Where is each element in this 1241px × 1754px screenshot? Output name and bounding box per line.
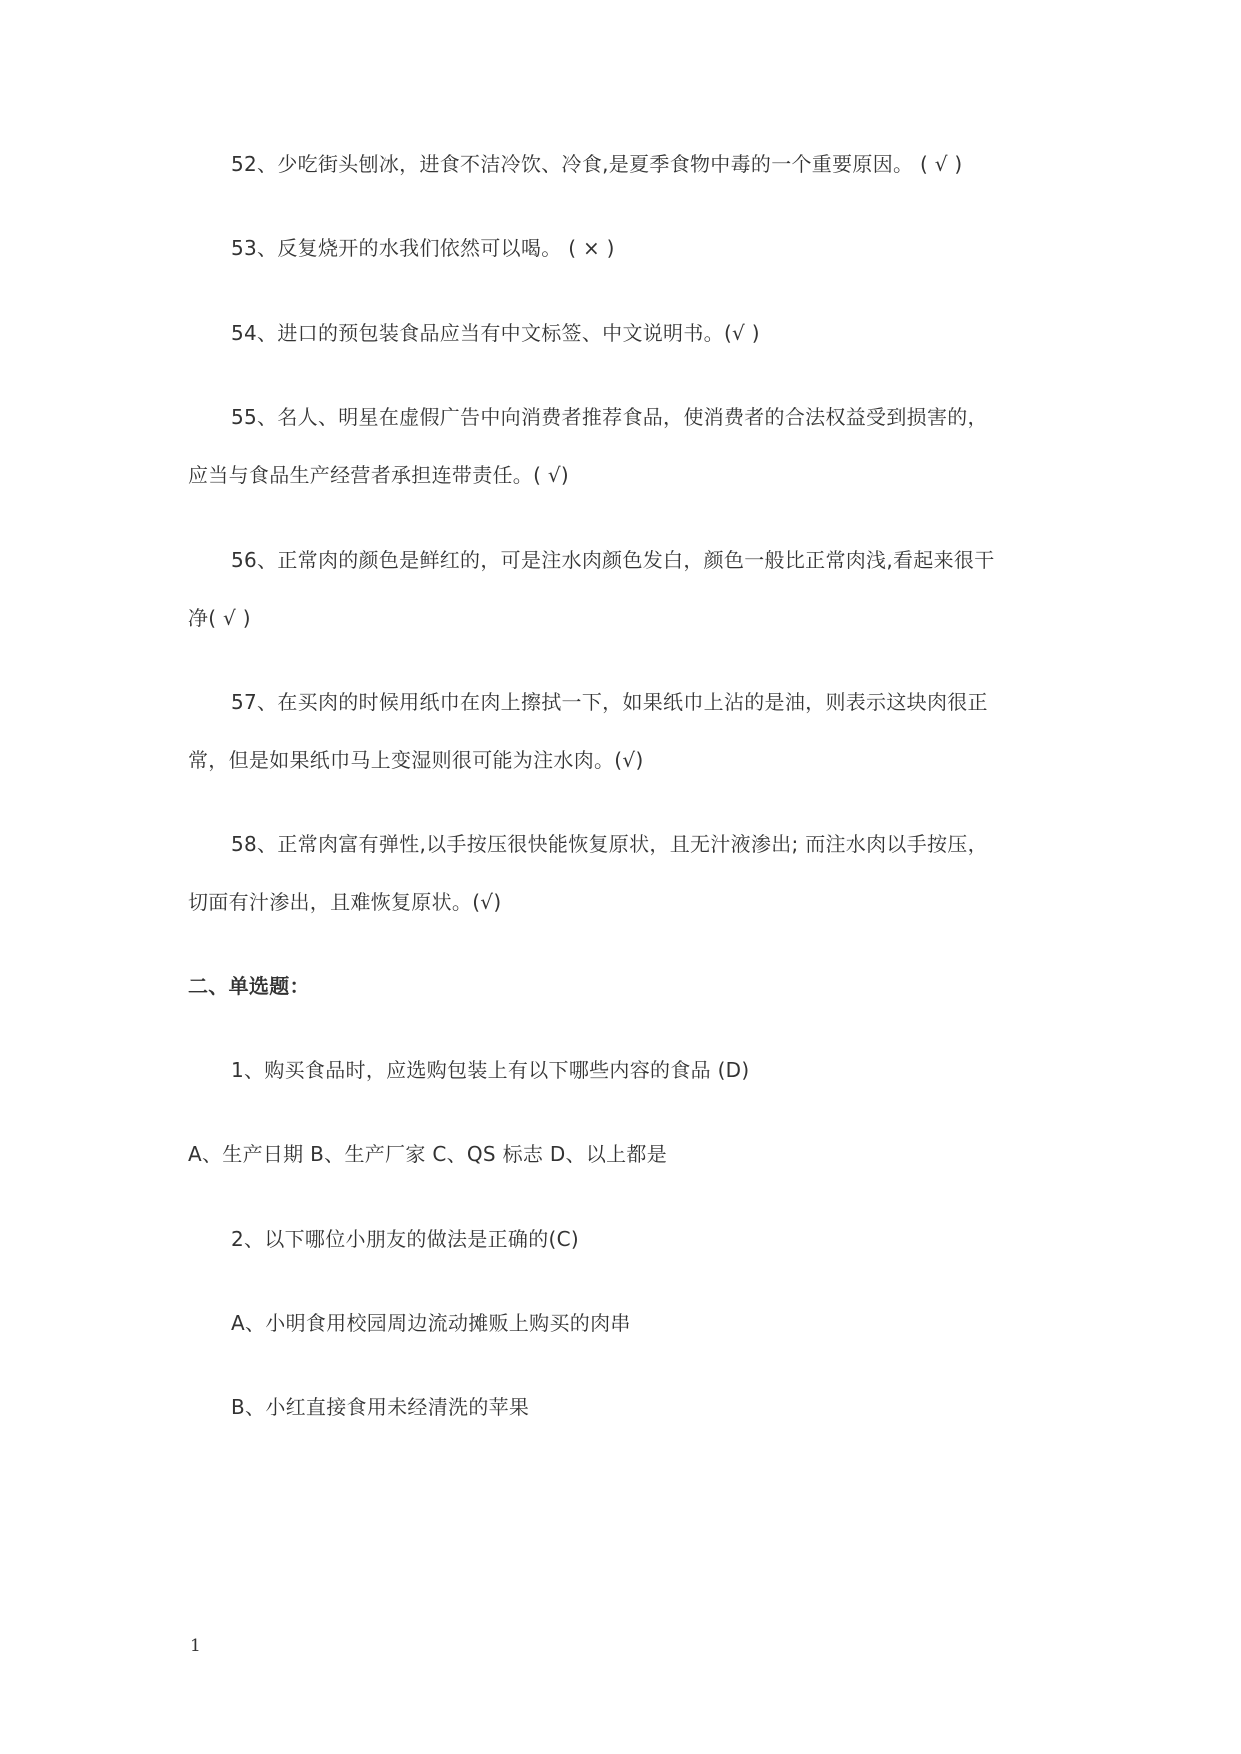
question-56-line-1: 56、正常肉的颜色是鲜红的，可是注水肉颜色发白，颜色一般比正常肉浅,看起来很干 <box>231 548 995 572</box>
question-56-line-2: 净( √ ) <box>188 606 251 630</box>
question-58-line-2: 切面有汁渗出，且难恢复原状。(√) <box>188 890 502 914</box>
mc-question-2: 2、以下哪位小朋友的做法是正确的(C) <box>231 1227 579 1251</box>
question-58-line-1: 58、正常肉富有弹性,以手按压很快能恢复原状，且无汁液渗出; 而注水肉以手按压， <box>231 832 988 856</box>
question-55-line-1: 55、名人、明星在虚假广告中向消费者推荐食品，使消费者的合法权益受到损害的， <box>231 405 988 429</box>
question-55-line-2: 应当与食品生产经营者承担连带责任。( √) <box>188 463 570 487</box>
mc-question-2-option-a: A、小明食用校园周边流动摊贩上购买的肉串 <box>231 1311 631 1335</box>
question-57-line-2: 常，但是如果纸巾马上变湿则很可能为注水肉。(√) <box>188 748 644 772</box>
mc-question-2-option-b: B、小红直接食用未经清洗的苹果 <box>231 1395 530 1419</box>
page-number: 1 <box>190 1636 201 1656</box>
question-53: 53、反复烧开的水我们依然可以喝。 ( × ) <box>231 236 615 260</box>
section-heading: 二、单选题： <box>188 974 310 998</box>
question-57-line-1: 57、在买肉的时候用纸巾在肉上擦拭一下，如果纸巾上沾的是油，则表示这块肉很正 <box>231 690 988 714</box>
mc-question-1-options: A、生产日期 B、生产厂家 C、QS 标志 D、以上都是 <box>188 1142 668 1166</box>
mc-question-1: 1、购买食品时，应选购包装上有以下哪些内容的食品 (D) <box>231 1058 750 1082</box>
question-54: 54、进口的预包装食品应当有中文标签、中文说明书。(√ ) <box>231 321 760 345</box>
question-52: 52、少吃街头刨冰，进食不洁冷饮、冷食,是夏季食物中毒的一个重要原因。 ( √ ) <box>231 152 963 176</box>
